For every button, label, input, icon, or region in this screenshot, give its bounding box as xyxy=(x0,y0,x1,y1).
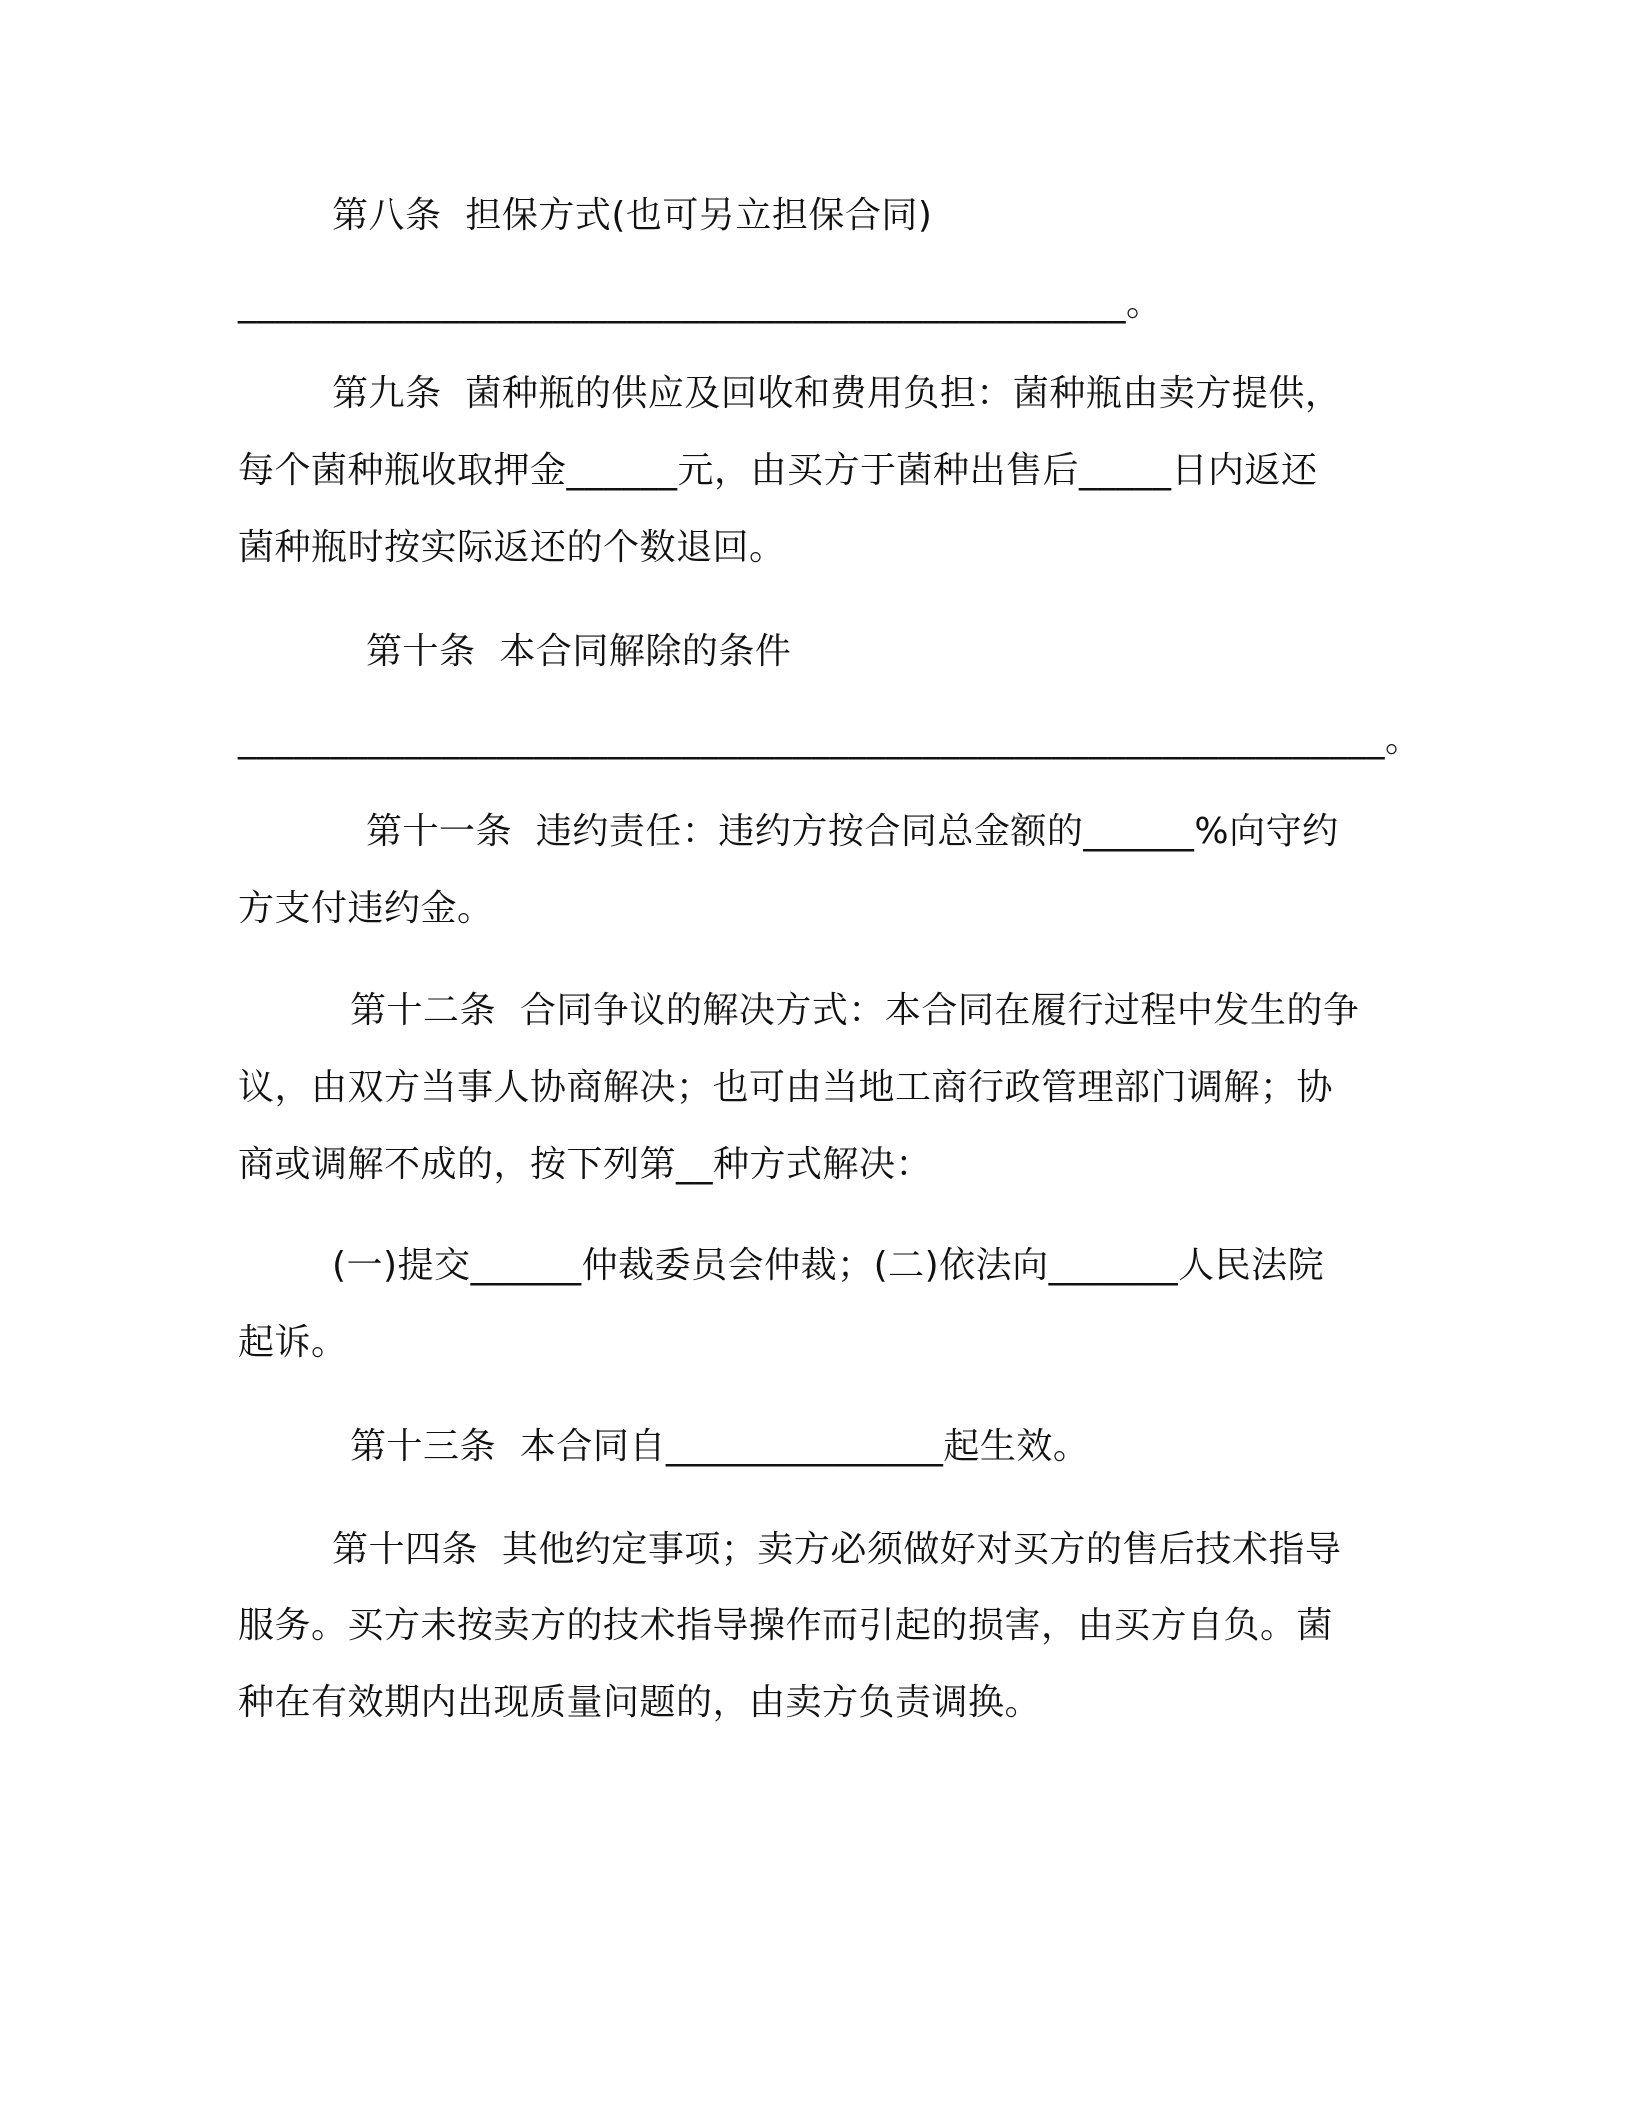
dispute-options-line-1: (一)提交______仲裁委员会仲裁；(二)依法向_______人民法院 xyxy=(332,1245,1325,1286)
article-9-line-3: 菌种瓶时按实际返还的个数退回。 xyxy=(238,527,786,568)
article-10-heading: 第十条 本合同解除的条件 xyxy=(366,631,792,672)
article-12-line-1: 第十二条 合同争议的解决方式：本合同在履行过程中发生的争 xyxy=(350,990,1360,1031)
dispute-options-line-2: 起诉。 xyxy=(238,1322,348,1363)
article-10-blank: ______________________________________________________________。 xyxy=(238,719,1422,760)
article-8-heading: 第八条 担保方式(也可另立担保合同) xyxy=(332,195,933,236)
article-11-line-1: 第十一条 违约责任：违约方按合同总金额的______%向守约 xyxy=(366,811,1339,852)
article-14-line-3: 种在有效期内出现质量问题的，由卖方负责调换。 xyxy=(238,1682,1042,1723)
article-9-line-1: 第九条 菌种瓶的供应及回收和费用负担：菌种瓶由卖方提供， xyxy=(332,373,1342,414)
article-14-line-2: 服务。买方未按卖方的技术指导操作而引起的损害，由买方自负。菌 xyxy=(238,1605,1334,1646)
article-13-line-1: 第十三条 本合同自_______________起生效。 xyxy=(350,1426,1090,1467)
article-12-line-3: 商或调解不成的，按下列第__种方式解决： xyxy=(238,1144,933,1185)
article-9-line-2: 每个菌种瓶收取押金______元，由买方于菌种出售后_____日内返还 xyxy=(238,450,1318,491)
article-14-line-1: 第十四条 其他约定事项；卖方必须做好对买方的售后技术指导 xyxy=(332,1529,1342,1570)
article-12-line-2: 议，由双方当事人协商解决；也可由当地工商行政管理部门调解；协 xyxy=(238,1067,1334,1108)
article-11-line-2: 方支付违约金。 xyxy=(238,888,494,929)
article-8-blank: ________________________________________________。 xyxy=(238,283,1163,324)
